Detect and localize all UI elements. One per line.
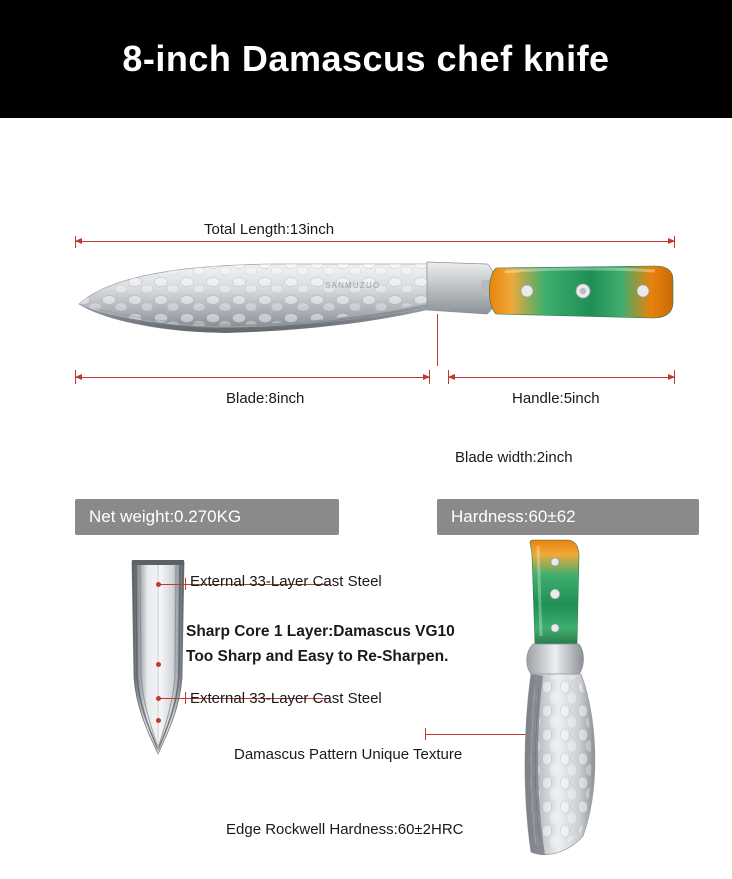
anno-dot-edge	[156, 718, 161, 723]
leader-pattern-tick	[425, 728, 426, 740]
knife-svg	[75, 258, 675, 338]
blade-label: Blade:8inch	[226, 390, 305, 407]
annotation-resharpen: Too Sharp and Easy to Re-Sharpen.	[186, 648, 449, 665]
total-length-tick-left	[75, 236, 76, 248]
annotation-external-bottom: External 33-Layer Cast Steel	[190, 690, 382, 707]
total-length-dim-line	[75, 241, 675, 242]
annotation-rockwell: Edge Rockwell Hardness:60±2HRC	[226, 821, 464, 838]
knife-illustration-bottom	[505, 536, 625, 866]
blade-width-dim-line	[437, 314, 438, 366]
knife-illustration-top	[75, 258, 675, 338]
total-length-label: Total Length:13inch	[204, 221, 335, 238]
blade-width-label: Blade width:2inch	[455, 449, 573, 466]
leader-external-bottom-tick	[185, 692, 186, 704]
total-length-tick-right	[674, 236, 675, 248]
knife-vertical-svg	[505, 536, 625, 866]
net-weight-label: Net weight:0.270KG	[89, 507, 242, 526]
top-diagram	[0, 118, 732, 468]
handle-tick-right	[674, 370, 675, 384]
annotation-pattern: Damascus Pattern Unique Texture	[234, 746, 463, 763]
hardness-label: Hardness:60±62	[451, 507, 576, 526]
handle-arrow-left	[448, 374, 455, 380]
handle-label: Handle:5inch	[512, 390, 600, 407]
brand-etch: SANMUZUO	[325, 281, 381, 290]
handle-dim-line	[448, 377, 675, 378]
anno-dot-core	[156, 662, 161, 667]
blade-arrow-left	[75, 374, 82, 380]
blade-tick-left	[75, 370, 76, 384]
blade-dim-line	[75, 377, 430, 378]
total-length-arrow-left	[75, 238, 82, 244]
page-title: 8-inch Damascus chef knife	[122, 38, 610, 79]
leader-external-top-tick	[185, 578, 186, 590]
annotation-external-top: External 33-Layer Cast Steel	[190, 573, 382, 590]
blade-tick-right	[429, 370, 430, 384]
annotation-core-layer: Sharp Core 1 Layer:Damascus VG10	[186, 623, 455, 640]
bottom-diagram	[0, 468, 732, 879]
handle-tick-left	[448, 370, 449, 384]
